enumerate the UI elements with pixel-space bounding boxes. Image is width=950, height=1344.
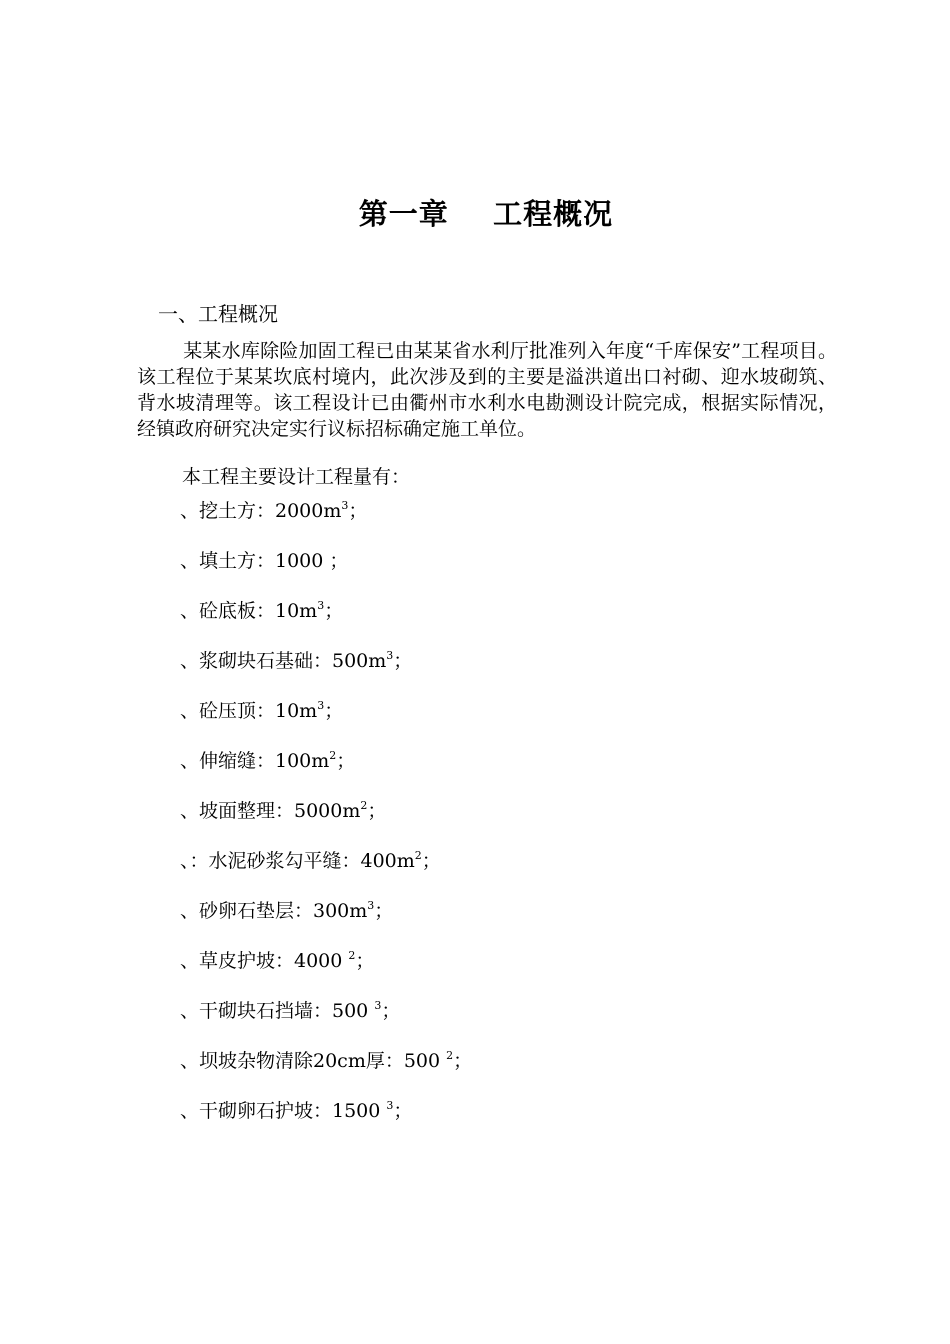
quantities-list: [180, 498, 472, 1148]
quantity-item: 、砂卵石垫层：$300m^3$；: [180, 899, 394, 922]
quantity-item: 、挖土方：$2000m^3$；: [180, 499, 368, 522]
quantity-item: 、砼底板：$10m^3$；: [180, 599, 344, 622]
quantity-item: 、干砌卵石护坡：1500 $^3$；: [180, 1099, 413, 1122]
quantity-item: 、：水泥砂浆勾平缝：$400m^2$；: [180, 849, 441, 872]
quantity-item: 、浆砌块石基础：$500m^3$；: [180, 649, 413, 672]
section-heading: 一、工程概况: [158, 302, 278, 326]
quantity-item: 、坡面整理：$5000m^2$；: [180, 799, 387, 822]
quantity-item: 、草皮护坡：4000 $^2$；: [180, 949, 375, 972]
quantity-item: 、坝坡杂物清除20cm厚：500 $^2$；: [180, 1049, 473, 1072]
quantity-item: 、伸缩缝：$100m^2$；: [180, 749, 356, 772]
quantity-item: 、填土方：1000 ；: [180, 550, 349, 572]
quantity-item: 、干砌块石挡墙：500 $^3$；: [180, 999, 401, 1022]
quantities-lead: 本工程主要设计工程量有：: [182, 466, 411, 488]
intro-paragraph-text: 某某水库除险加固工程已由某某省水利厅批准列入年度“千库保安”工程项目。该工程位于某某坎底村境内，此次涉及到的主要是溢洪道出口衬砌、迎水坡砌筑、背水坡清理等。该工程设计已由衢州市水利水电勘测设计院完成，根据实际情况，经镇政府研究决定实行议标招标确定施工单位。: [137, 340, 837, 440]
quantity-item: 、砼压顶：$10m^3$；: [180, 699, 344, 722]
chapter-title: 第一章 工程概况: [358, 197, 614, 231]
intro-paragraph: [137, 338, 837, 442]
